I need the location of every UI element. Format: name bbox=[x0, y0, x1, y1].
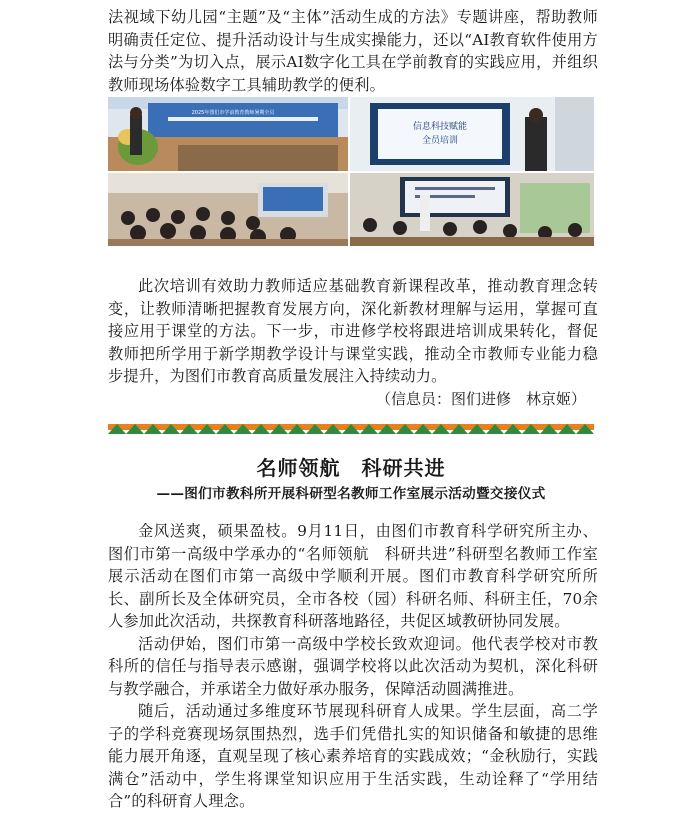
screen-line-1: 信息科技赋能 bbox=[412, 122, 468, 132]
photo-presentation-screen bbox=[350, 97, 594, 171]
article-body bbox=[108, 520, 598, 813]
article-headline: 名师领航 科研共进 bbox=[256, 456, 446, 480]
article-subheadline: ——图们市教科所开展科研型名教师工作室展示活动暨交接仪式 bbox=[156, 486, 546, 502]
reporter-signature: （信息员：图们进修 林京姬） bbox=[375, 389, 586, 408]
photo-classroom-seated bbox=[108, 173, 348, 246]
top-section bbox=[108, 6, 598, 96]
body-paragraph-1: 金风送爽，硕果盈枝。9月11日，由图们市教育科学研究所主办、图们市第一高级中学承办的“名师领航 科研共进”科研型名教师工作室展示活动在图们市第一高级中学顺利开展。图们市教育科学研究所所长、副所长及全体研究员，全市各校（园）科研名师、科研主任，70余人参加此次活动，共探教育科研落地路径，共促区域教研协同发展。 bbox=[108, 522, 598, 630]
body-paragraph-3: 随后，活动通过多维度环节展现科研育人成果。学生层面，高二学子的学科竞赛现场氛围热烈，选手们凭借扎实的知识储备和敏捷的思维能力展开角逐，直观呈现了核心素养培育的实践成效；“金秋励行，实践满仓”活动中，学生将课堂知识应用于生活实践，生动诠释了“学用结合”的科研育人理念。 bbox=[108, 702, 598, 810]
photo-classroom-screen bbox=[350, 173, 594, 246]
banner-text: 2025年图们市学前教育教师暑期全员 bbox=[191, 110, 275, 116]
screen-line-2: 全员培训 bbox=[421, 136, 459, 146]
body-paragraph-2: 活动伊始，图们市第一高级中学校长致欢迎词。他代表学校对市教科所的信任与指导表示感谢，强调学校将以此次活动为契机，深化科研与教学融合，并承诺全力做好承办服务，保障活动圆满推进。 bbox=[108, 634, 598, 698]
decorative-divider bbox=[108, 420, 594, 434]
top-paragraph: 法视域下幼儿园“主题”及“主体”活动生成的方法》专题讲座，帮助教师明确责任定位、提升活动设计与生成实操能力，还以“AI教育软件使用方法与分类”为切入点，展示AI数字化工具在学前教育的实践应用，并组织教师现场体验数字工具辅助教学的便利。 bbox=[108, 8, 598, 94]
photo-presenter-stage bbox=[108, 97, 348, 171]
summary-paragraph: 此次培训有效助力教师适应基础教育新课程改革，推动教育理念转变，让教师清晰把握教育发展方向，深化新教材理解与运用，掌握可直接应用于课堂的方法。下一步，市进修学校将跟进培训成果转化，督促教师把所学用于新学期教学设计与课堂实践，推动全市教师专业能力稳步提升，为图们市教育高质量发展注入持续动力。 bbox=[108, 277, 598, 385]
photo-collage bbox=[108, 97, 594, 246]
summary-section bbox=[108, 275, 598, 410]
